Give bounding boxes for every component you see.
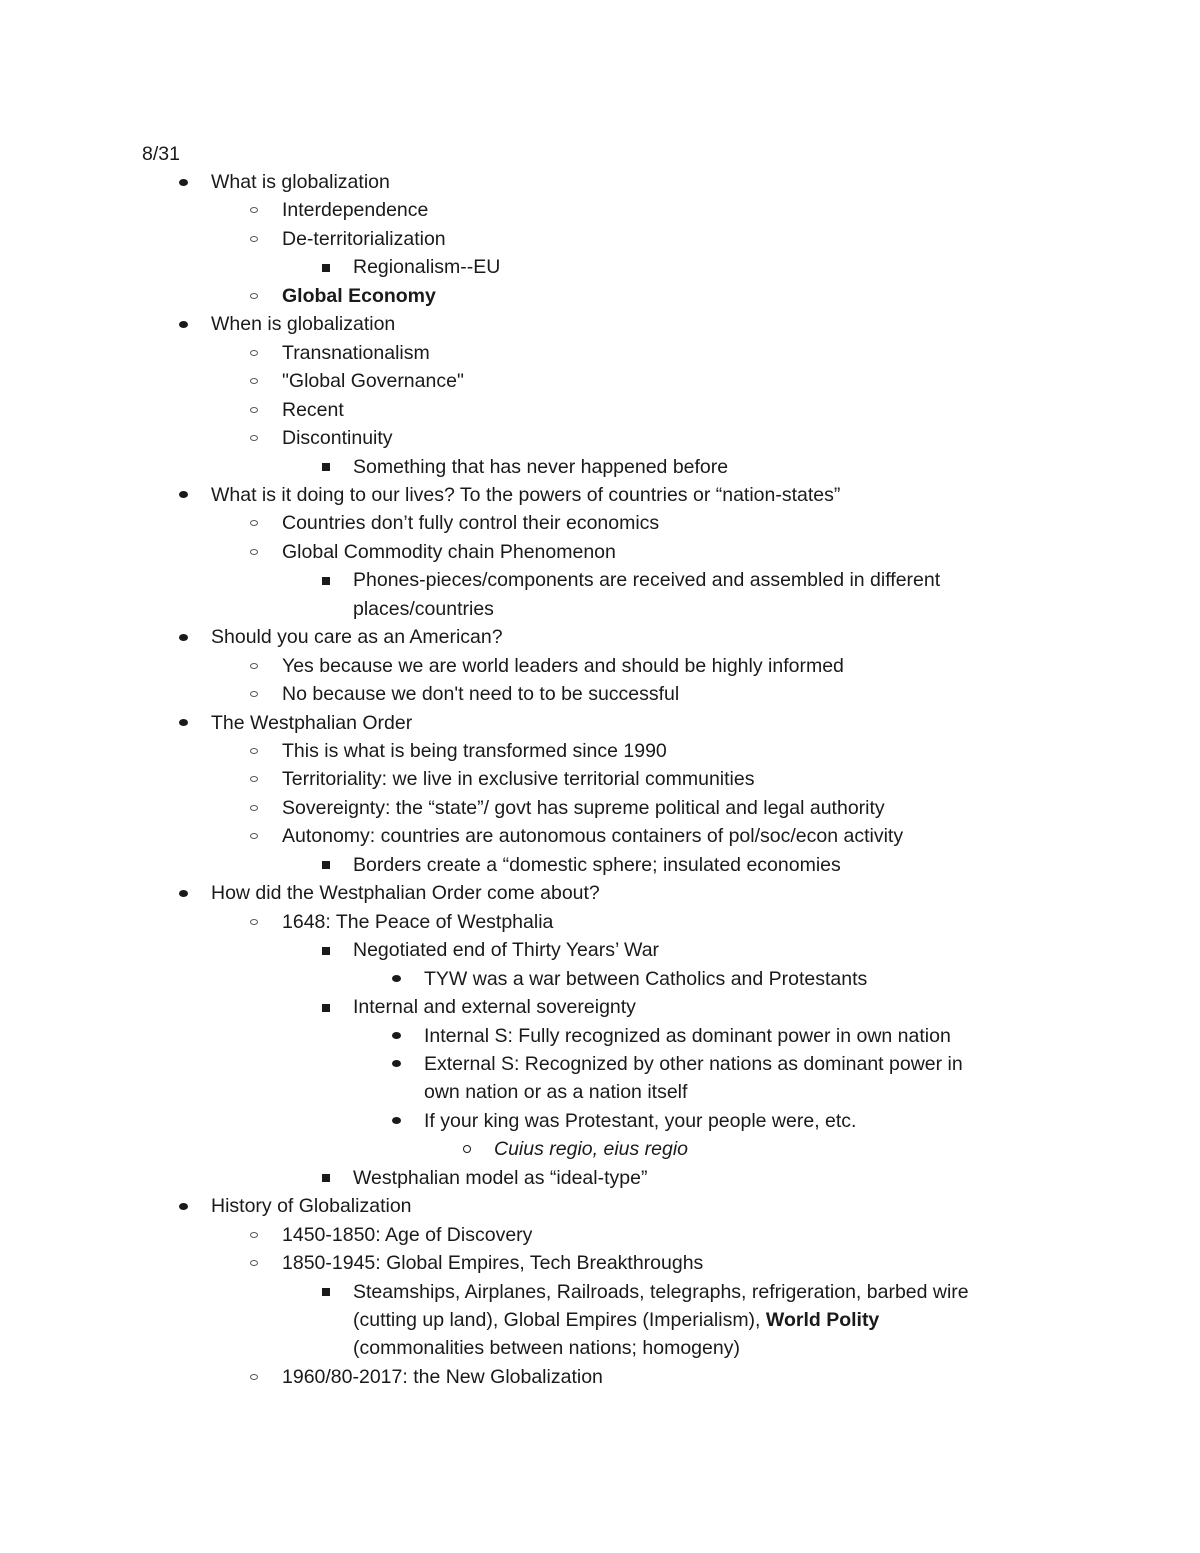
list-item-text — [353, 1306, 879, 1334]
list-item — [0, 310, 1200, 338]
ring-bullet-icon — [245, 1221, 265, 1249]
disc-bullet-icon — [174, 879, 194, 907]
list-item — [0, 168, 1200, 196]
list-item — [0, 908, 1200, 936]
list-item-text: Westphalian model as “ideal-type” — [353, 1166, 648, 1189]
list-item — [0, 538, 1200, 566]
list-item-text: External S: Recognized by other nations as dominant power in — [424, 1052, 963, 1075]
list-item-text: Recent — [282, 398, 344, 421]
list-item-text: Should you care as an American? — [211, 626, 503, 649]
list-item — [0, 936, 1200, 964]
list-item-text: "Global Governance" — [282, 370, 464, 393]
disc-bullet-icon — [174, 168, 194, 196]
list-item — [0, 253, 1200, 281]
list-item-text: Global Commodity chain Phenomenon — [282, 540, 616, 563]
list-item — [0, 1135, 1200, 1163]
ring-bullet-icon — [245, 225, 265, 253]
list-item-text: TYW was a war between Catholics and Protestants — [424, 967, 868, 990]
list-item-text: Autonomy: countries are autonomous containers of pol/soc/econ activity — [282, 825, 904, 848]
list-item-text: When is globalization — [211, 313, 396, 336]
list-item-text: Territoriality: we live in exclusive territorial communities — [282, 768, 755, 791]
ring-bullet-icon — [245, 282, 265, 310]
ring-bullet-icon — [245, 908, 265, 936]
list-item-text: Borders create a “domestic sphere; insulated economies — [353, 853, 841, 876]
list-item-text: Steamships, Airplanes, Railroads, telegraphs, refrigeration, barbed wire — [353, 1280, 969, 1303]
ring-bullet-icon — [245, 765, 265, 793]
list-item-text: 1850-1945: Global Empires, Tech Breakthroughs — [282, 1252, 704, 1275]
list-item — [0, 1278, 1200, 1306]
list-item — [0, 879, 1200, 907]
ring-bullet-icon — [245, 509, 265, 537]
list-item — [0, 566, 1200, 594]
list-item-text: Interdependence — [282, 199, 429, 222]
list-item-text: This is what is being transformed since 1990 — [282, 740, 667, 762]
list-item-text: 1648: The Peace of Westphalia — [282, 910, 554, 933]
ring-bullet-icon — [245, 538, 265, 566]
list-item — [0, 993, 1200, 1021]
list-item-text: Countries don’t fully control their economics — [282, 512, 660, 535]
disc-bullet-icon — [174, 481, 194, 509]
list-item-text: Internal and external sovereignty — [353, 996, 636, 1019]
list-item-text: The Westphalian Order — [211, 711, 413, 734]
list-item — [0, 509, 1200, 537]
list-item-bold-term: World Polity — [765, 1309, 880, 1331]
list-item — [0, 282, 1200, 310]
list-item — [0, 709, 1200, 737]
list-item — [0, 1363, 1200, 1391]
list-item-text: If your king was Protestant, your people were, etc. — [424, 1109, 857, 1132]
list-item — [0, 623, 1200, 651]
list-item — [0, 367, 1200, 395]
list-item-text: Transnationalism — [282, 341, 430, 364]
list-item-text: Internal S: Fully recognized as dominant power in own nation — [424, 1024, 951, 1047]
square-bullet-icon — [316, 253, 336, 281]
square-bullet-icon — [316, 851, 336, 879]
list-item-text: Yes because we are world leaders and should be highly informed — [282, 654, 844, 677]
list-item-text: 1450-1850: Age of Discovery — [282, 1223, 533, 1246]
list-item — [0, 339, 1200, 367]
list-item-text: What is it doing to our lives? To the powers of countries or “nation-states” — [211, 483, 841, 506]
list-item-text: De-territorialization — [282, 227, 446, 250]
list-item — [0, 595, 1200, 623]
list-item — [0, 1022, 1200, 1050]
list-item-text: How did the Westphalian Order come about? — [211, 882, 600, 905]
list-item — [0, 1249, 1200, 1277]
list-item — [0, 481, 1200, 509]
square-bullet-icon — [316, 1278, 336, 1306]
list-item — [0, 396, 1200, 424]
ring-bullet-icon — [245, 367, 265, 395]
ring-bullet-icon — [245, 652, 265, 680]
list-item-text: Something that has never happened before — [353, 455, 729, 478]
square-bullet-icon — [316, 453, 336, 481]
list-item — [0, 822, 1200, 850]
list-item — [0, 424, 1200, 452]
list-item-text: History of Globalization — [211, 1195, 412, 1218]
square-bullet-icon — [316, 566, 336, 594]
list-item-text: What is globalization — [211, 171, 390, 193]
list-item-text: 1960/80-2017: the New Globalization — [282, 1365, 603, 1388]
list-item — [0, 737, 1200, 765]
disc-bullet-icon — [174, 709, 194, 737]
list-item — [0, 1050, 1200, 1078]
disc-bullet-icon — [174, 623, 194, 651]
ring-bullet-icon — [245, 1249, 265, 1277]
list-item-text: Sovereignty: the “state”/ govt has supreme political and legal authority — [282, 796, 885, 819]
disc-bullet-icon — [387, 1022, 407, 1050]
list-item — [0, 1107, 1200, 1135]
list-item — [0, 794, 1200, 822]
list-item-text: Phones-pieces/components are received and assembled in different — [353, 569, 941, 592]
disc-bullet-icon — [387, 1107, 407, 1135]
square-bullet-icon — [316, 1164, 336, 1192]
list-item-text: Regionalism--EU — [353, 256, 501, 279]
list-item — [0, 225, 1200, 253]
square-bullet-icon — [316, 936, 336, 964]
ring-bullet-icon — [245, 680, 265, 708]
list-item — [0, 453, 1200, 481]
list-item — [0, 680, 1200, 708]
list-item — [0, 196, 1200, 224]
ring-bullet-icon — [245, 396, 265, 424]
list-item-text: (commonalities between nations; homogeny) — [353, 1337, 740, 1360]
list-item — [0, 765, 1200, 793]
list-item-text-segment: (cutting up land), Global Empires (Imperialism), — [353, 1309, 766, 1331]
list-item — [0, 1192, 1200, 1220]
ring-bullet-icon — [245, 737, 265, 765]
list-item — [0, 965, 1200, 993]
list-item-text: places/countries — [353, 597, 494, 620]
ring-bullet-icon — [245, 196, 265, 224]
ring-bullet-icon — [245, 424, 265, 452]
list-item — [0, 1306, 1200, 1334]
ring-bullet-icon — [245, 822, 265, 850]
list-item-text: own nation or as a nation itself — [424, 1081, 688, 1104]
ring-bullet-icon — [245, 794, 265, 822]
list-item-text: Cuius regio, eius regio — [494, 1138, 689, 1161]
disc-bullet-icon — [174, 1192, 194, 1220]
ring-bullet-icon — [245, 1363, 265, 1391]
square-bullet-icon — [316, 993, 336, 1021]
ring-bullet-icon — [245, 339, 265, 367]
list-item — [0, 1164, 1200, 1192]
list-item — [0, 1221, 1200, 1249]
list-item-text: Negotiated end of Thirty Years’ War — [353, 939, 660, 962]
disc-bullet-icon — [387, 1050, 407, 1078]
list-item-text: Global Economy — [282, 284, 436, 307]
list-item — [0, 1334, 1200, 1362]
disc-bullet-icon — [174, 310, 194, 338]
list-item-text: Discontinuity — [282, 427, 393, 450]
list-item-text: No because we don't need to to be successful — [282, 683, 680, 706]
date-heading: 8/31 — [142, 143, 180, 165]
list-item — [0, 652, 1200, 680]
list-item — [0, 851, 1200, 879]
disc-bullet-icon — [387, 965, 407, 993]
list-item — [0, 1078, 1200, 1106]
circle-bullet-icon — [458, 1135, 478, 1163]
